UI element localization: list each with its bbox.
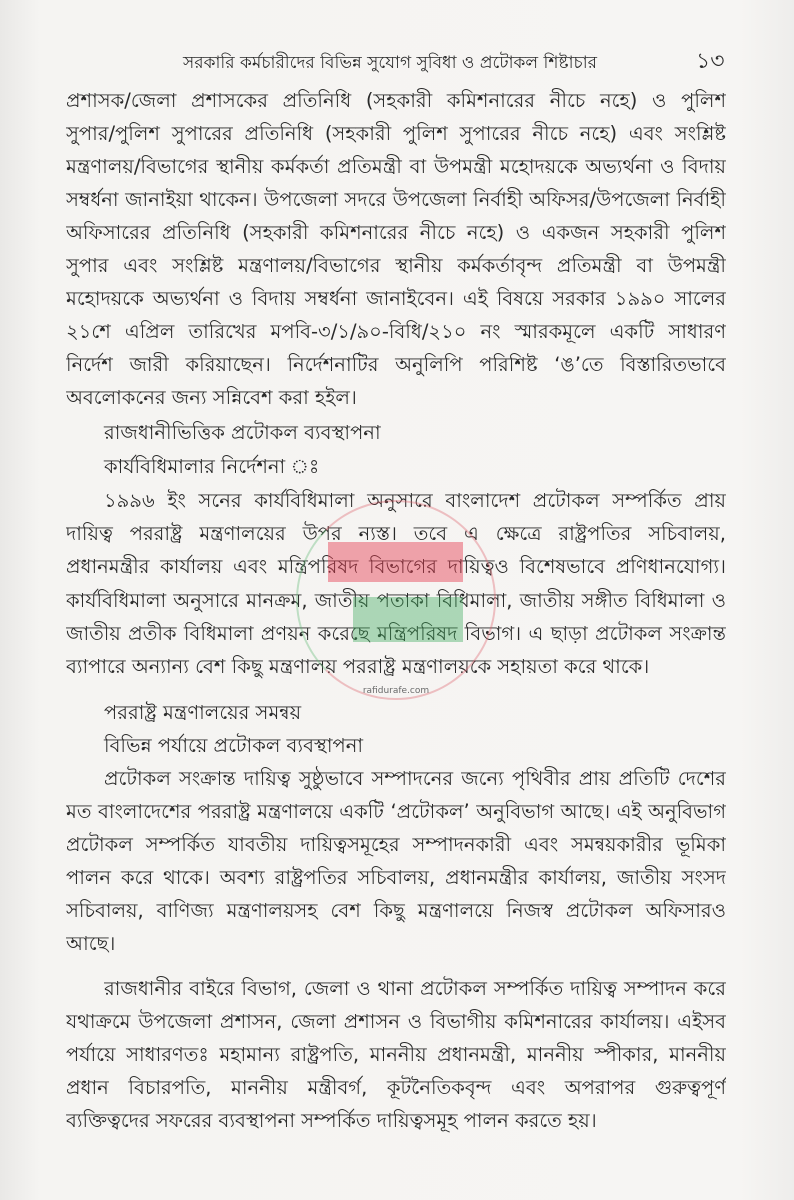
body-line: রাজধানীর বাইরে বিভাগ, জেলা ও থানা প্রটোকল সম্পর্কিত দায়িত্ব সম্পাদন করে — [104, 977, 726, 1000]
body-line: ব্যাপারে অন্যান্য বেশ কিছু মন্ত্রণালয় পররাষ্ট্র মন্ত্রণালয়কে সহায়তা করে থাকে। — [66, 655, 650, 678]
body-line: অবলোকনের জন্য সন্নিবেশ করা হইল। — [66, 386, 357, 409]
body-line: প্রধানমন্ত্রীর কার্যালয় এবং মন্ত্রিপরিষদ বিভাগের দায়িত্বও বিশেষভাবে প্রণিধানযোগ্য। — [66, 555, 726, 578]
body-line: ২১শে এপ্রিল তারিখের মপবি-৩/১/৯০-বিধি/২১০ নং স্মারকমূলে একটি সাধারণ — [66, 320, 726, 343]
section-subheading: কার্যবিধিমালার নির্দেশনা ঃ — [104, 455, 320, 478]
body-line: পালন করে থাকে। অবশ্য রাষ্ট্রপতির সচিবালয়, প্রধানমন্ত্রীর কার্যালয়, জাতীয় সংসদ — [66, 866, 726, 889]
body-line: সুপার/পুলিশ সুপারের প্রতিনিধি (সহকারী পুলিশ সুপারের নীচে নহে) এবং সংশ্লিষ্ট — [66, 122, 726, 145]
body-line: নির্দেশ জারী করিয়াছেন। নির্দেশনাটির অনুলিপি পরিশিষ্ট ‘ঙ’তে বিস্তারিতভাবে — [66, 353, 726, 376]
body-line: কার্যবিধিমালা অনুসারে মানক্রম, জাতীয় পতাকা বিধিমালা, জাতীয় সঙ্গীত বিধিমালা ও — [66, 589, 726, 612]
body-line: প্রশাসক/জেলা প্রশাসকের প্রতিনিধি (সহকারী কমিশনারের নীচে নহে) ও পুলিশ — [66, 89, 726, 112]
body-line: পর্যায়ে সাধারণতঃ মহামান্য রাষ্ট্রপতি, মাননীয় প্রধানমন্ত্রী, মাননীয় স্পীকার, মাননীয় — [66, 1043, 726, 1066]
body-line: মহোদয়কে অভ্যর্থনা ও বিদায় সম্বর্ধনা জানাইবেন। এই বিষয়ে সরকার ১৯৯০ সালের — [66, 287, 726, 310]
body-line: মন্ত্রণালয়/বিভাগের স্থানীয় কর্মকর্তা প্রতিমন্ত্রী বা উপমন্ত্রী মহোদয়কে অভ্যর্থনা ও বিদায় — [66, 155, 726, 178]
body-line: সম্বর্ধনা জানাইয়া থাকেন। উপজেলা সদরে উপজেলা নির্বাহী অফিসর/উপজেলা নির্বাহী — [66, 188, 726, 211]
body-line: সচিবালয়, বাণিজ্য মন্ত্রণালয়সহ বেশ কিছু মন্ত্রণালয়ে নিজস্ব প্রটোকল অফিসারও — [66, 899, 726, 922]
body-line: আছে। — [66, 932, 116, 955]
body-line: ১৯৯৬ ইং সনের কার্যবিধিমালা অনুসারে বাংলাদেশ প্রটোকল সম্পর্কিত প্রায় — [104, 489, 726, 512]
page-number: ১৩ — [696, 49, 725, 74]
body-line: ব্যক্তিত্বদের সফরের ব্যবস্থাপনা সম্পর্কিত দায়িত্বসমূহ পালন করতে হয়। — [66, 1109, 597, 1132]
section-heading: রাজধানীভিত্তিক প্রটোকল ব্যবস্থাপনা — [104, 421, 381, 444]
body-line: মত বাংলাদেশের পররাষ্ট্র মন্ত্রণালয়ে একটি ‘প্রটোকল’ অনুবিভাগ আছে। এই অনুবিভাগ — [66, 800, 726, 823]
body-line: প্রধান বিচারপতি, মাননীয় মন্ত্রীবর্গ, কূটনৈতিকবৃন্দ এবং অপরাপর গুরুত্বপূর্ণ — [66, 1076, 726, 1099]
body-line: জাতীয় প্রতীক বিধিমালা প্রণয়ন করেছে মন্ত্রিপরিষদ বিভাগ। এ ছাড়া প্রটোকল সংক্রান্ত — [66, 622, 726, 645]
body-line: অফিসারের প্রতিনিধি (সহকারী কমিশনারের নীচে নহে) ও একজন সহকারী পুলিশ — [66, 221, 726, 244]
watermark-text: rafidurafe.com — [362, 686, 430, 696]
section-heading: পররাষ্ট্র মন্ত্রণালয়ের সমন্বয় — [104, 701, 302, 724]
body-line: সুপার এবং সংশ্লিষ্ট মন্ত্রণালয়/বিভাগের স্থানীয় কর্মকর্তাবৃন্দ প্রতিমন্ত্রী বা উপমন্ত্রী — [66, 254, 726, 277]
body-line: যথাক্রমে উপজেলা প্রশাসন, জেলা প্রশাসন ও বিভাগীয় কমিশনারের কার্যালয়। এইসব — [66, 1010, 726, 1033]
body-line: দায়িত্ব পররাষ্ট্র মন্ত্রণালয়ের উপর ন্যস্ত। তবে এ ক্ষেত্রে রাষ্ট্রপতির সচিবালয়, — [66, 522, 726, 545]
body-line: প্রটোকল সম্পর্কিত যাবতীয় দায়িত্বসমূহের সম্পাদনকারী এবং সমন্বয়কারীর ভূমিকা — [66, 833, 726, 856]
running-head: সরকারি কর্মচারীদের বিভিন্ন সুযোগ সুবিধা ও প্রটোকল শিষ্টাচার — [183, 53, 597, 73]
section-subheading: বিভিন্ন পর্যায়ে প্রটোকল ব্যবস্থাপনা — [104, 734, 364, 757]
body-line: প্রটোকল সংক্রান্ত দায়িত্ব সুষ্ঠুভাবে সম্পাদনের জন্যে পৃথিবীর প্রায় প্রতিটি দেশের — [104, 767, 726, 790]
